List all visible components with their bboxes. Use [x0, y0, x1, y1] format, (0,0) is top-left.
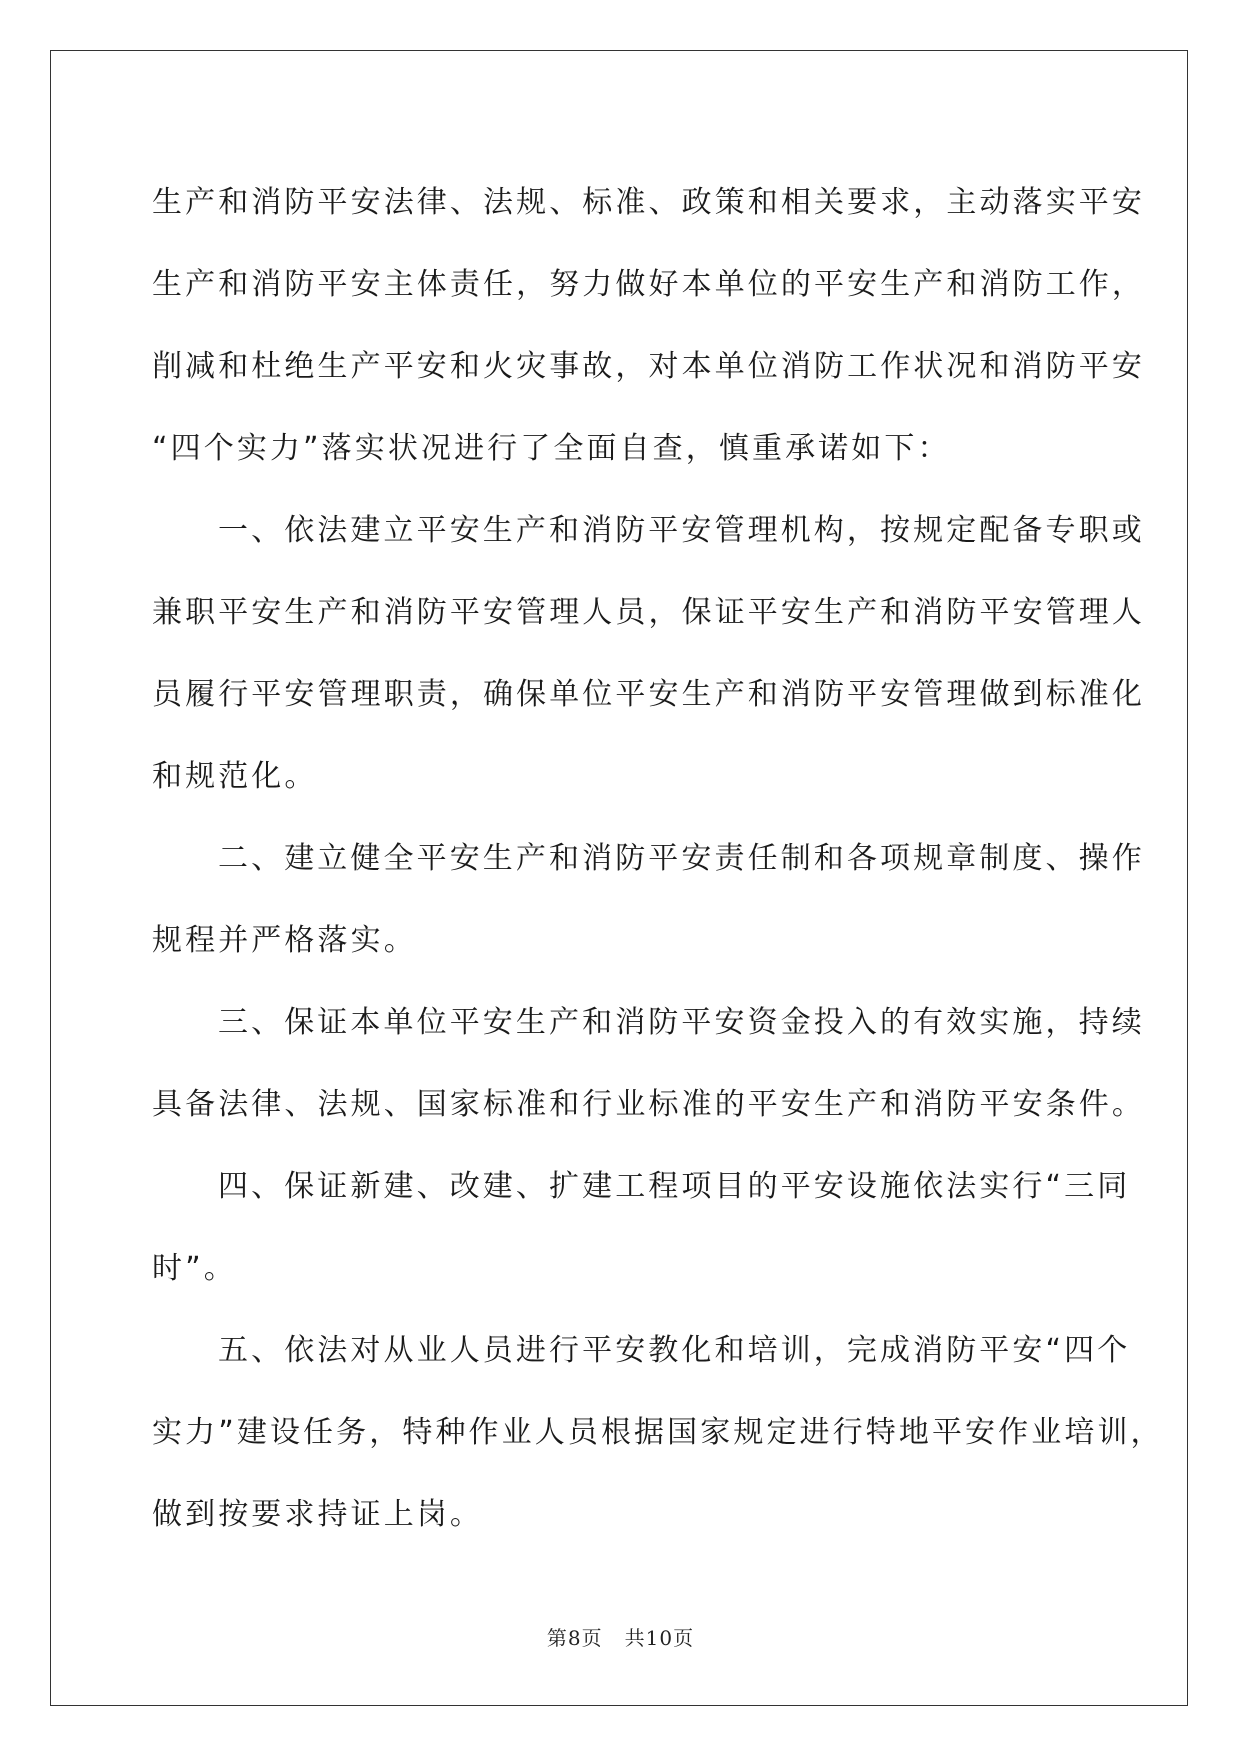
text-line: 做到按要求持证上岗。: [152, 1497, 483, 1532]
text-line: 具备法律、法规、国家标准和行业标准的平安生产和消防平安条件。: [152, 1087, 1145, 1122]
text-line: 时”。: [152, 1251, 237, 1286]
text-line: 兼职平安生产和消防平安管理人员，保证平安生产和消防平安管理人: [152, 595, 1145, 630]
text-line: 二、建立健全平安生产和消防平安责任制和各项规章制度、操作: [218, 841, 1145, 876]
text-line: 三、保证本单位平安生产和消防平安资金投入的有效实施，持续: [218, 1005, 1145, 1040]
page-footer: [0, 1622, 1241, 1651]
text-line: 生产和消防平安法律、法规、标准、政策和相关要求，主动落实平安: [152, 185, 1145, 220]
text-line: 削减和杜绝生产平安和火灾事故，对本单位消防工作状况和消防平安: [152, 349, 1145, 384]
page-number-total: 共10页: [624, 1626, 695, 1650]
paragraph-4: [152, 982, 1145, 1146]
text-line: 一、依法建立平安生产和消防平安管理机构，按规定配备专职或: [218, 513, 1145, 548]
text-line: 员履行平安管理职责，确保单位平安生产和消防平安管理做到标准化: [152, 677, 1145, 712]
text-line: 规程并严格落实。: [152, 923, 417, 958]
text-line: 实力”建设任务，特种作业人员根据国家规定进行特地平安作业培训，: [152, 1415, 1164, 1450]
text-line: 生产和消防平安主体责任，努力做好本单位的平安生产和消防工作，: [152, 267, 1145, 302]
text-line: 和规范化。: [152, 759, 318, 794]
paragraph-6: [152, 1310, 1164, 1556]
text-line: “四个实力”落实状况进行了全面自查，慎重承诺如下：: [152, 431, 951, 466]
document-body: [152, 162, 1164, 1556]
page-number-current: 第8页: [546, 1626, 603, 1650]
text-line: 五、依法对从业人员进行平安教化和培训，完成消防平安“四个: [218, 1333, 1131, 1368]
paragraph-3: [152, 818, 1145, 982]
paragraph-5: [152, 1146, 1131, 1310]
paragraph-1: [152, 162, 1145, 490]
paragraph-2: [152, 490, 1145, 818]
text-line: 四、保证新建、改建、扩建工程项目的平安设施依法实行“三同: [218, 1169, 1131, 1204]
